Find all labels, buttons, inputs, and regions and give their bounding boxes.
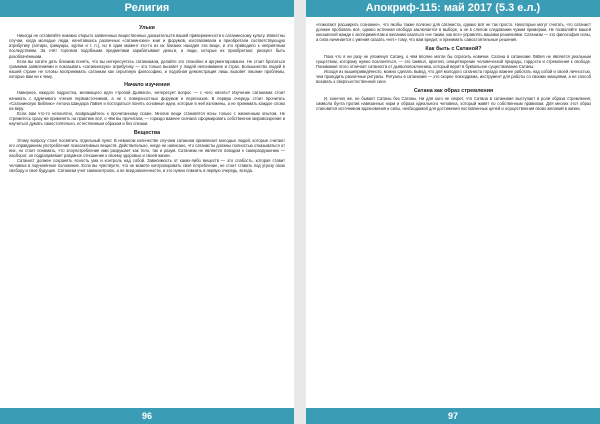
paragraph: Никогда не оставляйте никаких открыто заявленных вещественных доказательств вашей приверженности к сатанинскому культу. Известны случаи, когда молодые люди, начитавшись различных «сатанинских» книг и форумов, изготавливали и приобретали соответствующую атрибутику (алтари, гримуары, куртки и т. п.), но в один момент кто-то из их близких находил эти вещи, и это приводило к неприятным последствиям. За счёт торговли подобными предметами зарабатывают деньги, а люди, которые их приобретают, рискуют быть разоблачёнными. (9, 33, 285, 59)
paragraph: Сатанист должен сохранять ясность ума и контроль над собой. Зависимость от каких-либо веществ — это слабость, которая ставит человека в подчинённое положение. Если вы чувствуете, что не можете контролировать своё потребление, не стоит ставить под угрозу свою свободу и своё будущее. Сатанизм учит самоконтролю, а не вседозволенности, и это нужно помнить в первую очередь, всегда. (9, 158, 285, 174)
paragraph: Если вы хотите дать близким понять, что вы интересуетесь сатанизмом, делайте это спокойно и аргументированно. Не стоит бросаться громкими заявлениями и показывать «сатанинскую» атрибутику — это только вызовет у людей непонимание и страх. Большинство людей в нашей стране не готовы воспринимать сатанизм как серьёзную философию, и подобная демонстрация лишь вызовет лишние проблемы, которые вам ни к чему. (9, 58, 285, 80)
right-page-header: Апокриф-115: май 2017 (5.3 е.л.) (306, 0, 600, 17)
section-heading: Начало изучения (124, 82, 170, 89)
paragraph: Если вам что-то непонятно, возвращайтесь к прочитанному позже. Многие вещи становятся ясны только с жизненным опытом. Не стремитесь сразу же применять на практике всё, о чём вы прочитали, — гораздо важнее сначала сформировать собственное мировоззрение и научиться думать самостоятельно, естественным образом и без спешки. (9, 111, 285, 127)
paragraph: Пока что я ни разу не упомянул Сатану, о чём вполне могли бы спросить новички. Сатана в сатанизме ЛаВея не является реальным существом, которому нужно поклоняться, — это символ, архетип, олицетворение человеческой природы, гордости и стремления к свободе. Понимание этого отличает сатаниста от дьяволопоклонника, который верит в буквальное существование Сатаны. (316, 53, 591, 69)
paragraph: Исходя из вышеприведённого, можно сделать вывод, что для молодого сатаниста гораздо важнее работать над собой и своей личностью, чем проводить различные ритуалы. Ритуалы в сатанизме — это скорее психодрама, инструмент для работы со своими эмоциями, а не способ воззвать к сверхъестественной силе. (316, 69, 591, 85)
paragraph: «помогают расширить сознание», что якобы также полезно для сатаниста, однако всё не так просто. Некоторые могут считать, что сатанист должен пробовать всё, однако истинная свобода заключается в выборе, а не в слепом следовании чужим примерам. Не позволяйте вашей юношеской жажде к экспериментам и желанию казаться «не таким, как все» управлять вашими решениями. Сатанизм — это философия силы, а сила начинается с умения сказать «нет» тому, что вам вредит, и принимать самостоятельные решения. (316, 22, 591, 43)
left-page-number: 96 (0, 408, 294, 424)
paragraph: Наверное, каждого подростка, желающего идти «тропой Дьявола», интересует вопрос — с чего начать? Изучение сатанизма стоит начинать с вдумчивого чтения первоисточников, а не с поверхностных форумов и пересказов. В первую очередь стоит прочитать «Сатанинскую Библию» Антона Шандора ЛаВея и постараться понять основные идеи, которые в ней изложены, а не принимать каждое слово на веру. (9, 90, 285, 111)
paragraph: Этому вопросу стоит посвятить отдельный пункт. В немалом количестве случаев сатанизм привлекает молодых людей, которые считают его оправданием употребления психоактивных веществ. Действительно, нигде не написано, что сатанисты должны полностью отказываться от них, но стоит понимать, что злоупотребление ими разрушает как тело, так и разум. Сатанизм не является поводом к саморазрушению — наоборот, он подразумевает разумное отношение к своему здоровью и своей жизни. (9, 137, 285, 158)
section-heading: Вещества (133, 129, 161, 136)
left-page (0, 0, 294, 424)
paragraph: И, конечно же, не бывает Сатаны без Сатаны. Ни для кого не секрет, что Сатана в сатанизме выступает в роли образа стремления, символа бунта против навязанных норм и образа идеального человека, который живёт по собственным правилам. Для многих этот образ становится источником вдохновения и силы, необходимой для достижения поставленных целей и осуществления своих желаний в жизни. (316, 95, 591, 111)
right-page-number: 97 (306, 408, 600, 424)
left-page-header: Религия (0, 0, 294, 17)
section-heading: Ульки (139, 25, 155, 31)
left-page-content (9, 22, 285, 404)
page-spine (294, 0, 306, 424)
right-page-content (316, 22, 591, 404)
section-heading: Сатана как образ стремления (413, 87, 494, 94)
section-heading: Как быть с Сатаной? (425, 45, 482, 52)
right-page (306, 0, 600, 424)
